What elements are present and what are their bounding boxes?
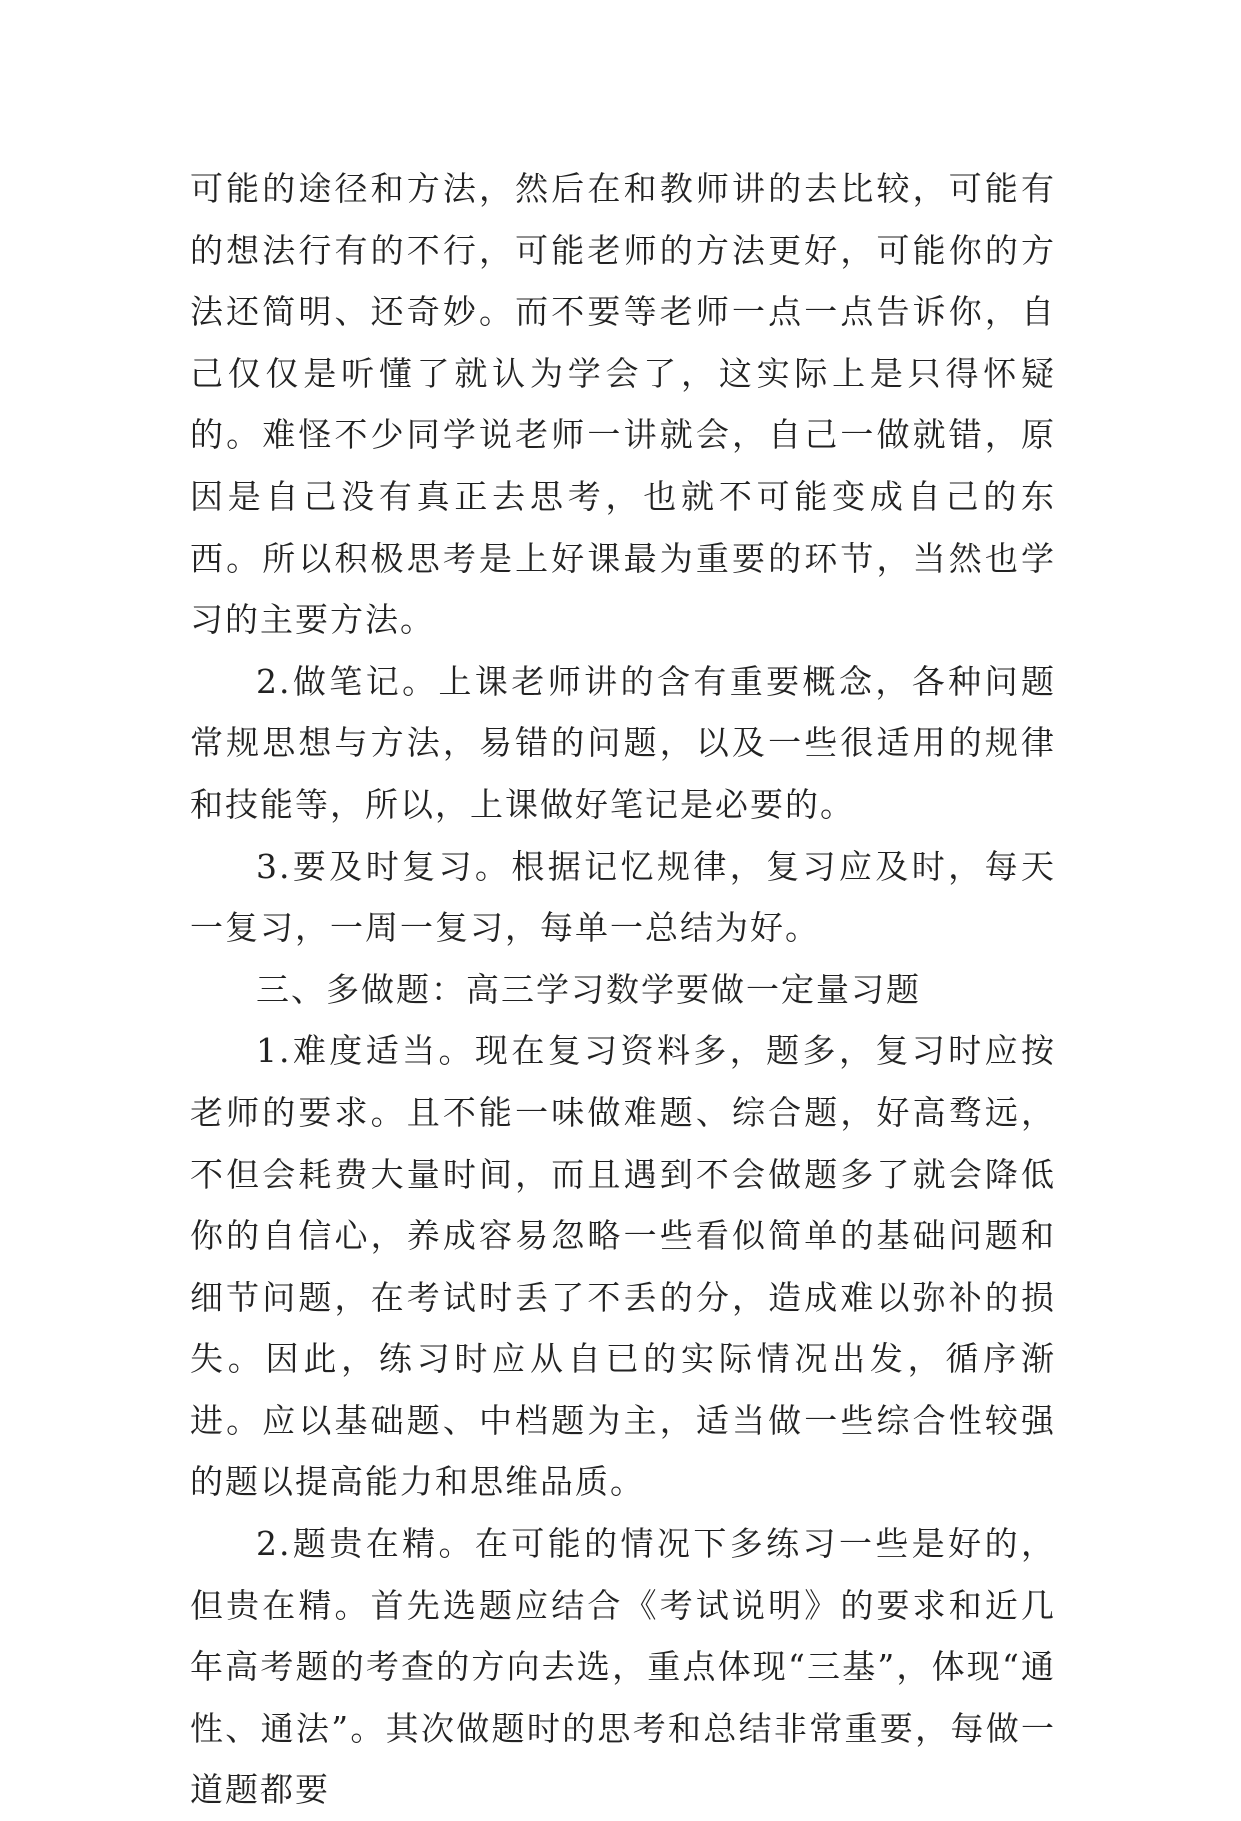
paragraph-take-notes: 2.做笔记。上课老师讲的含有重要概念，各种问题常规思想与方法，易错的问题，以及一些很适用的规律和技能等，所以，上课做好笔记是必要的。 (190, 661, 1056, 824)
document-body (190, 158, 1056, 1821)
paragraph-review-promptly: 3.要及时复习。根据记忆规律，复习应及时，每天一复习，一周一复习，每单一总结为好。 (190, 846, 1056, 948)
section-heading-practice: 三、多做题：高三学习数学要做一定量习题 (256, 969, 921, 1009)
paragraph-quality-problems: 2.题贵在精。在可能的情况下多练习一些是好的，但贵在精。首先选题应结合《考试说明》的要求和近几年高考题的考查的方向去选，重点体现“三基”，体现“通性、通法”。其次做题时的思考和总结非常重要，每做一道题都要 (190, 1524, 1056, 1810)
paragraph-continuation: 可能的途径和方法，然后在和教师讲的去比较，可能有的想法行有的不行，可能老师的方法更好，可能你的方法还简明、还奇妙。而不要等老师一点一点告诉你，自己仅仅是听懂了就认为学会了，这实际上是只得怀疑的。难怪不少同学说老师一讲就会，自己一做就错，原因是自己没有真正去思考，也就不可能变成自己的东西。所以积极思考是上好课最为重要的环节，当然也学习的主要方法。 (190, 169, 1056, 640)
paragraph-appropriate-difficulty: 1.难度适当。现在复习资料多，题多，复习时应按老师的要求。且不能一味做难题、综合题，好高骛远，不但会耗费大量时间，而且遇到不会做题多了就会降低你的自信心，养成容易忽略一些看似简单的基础问题和细节问题，在考试时丢了不丢的分，造成难以弥补的损失。因此，练习时应从自已的实际情况出发，循序渐进。应以基础题、中档题为主，适当做一些综合性较强的题以提高能力和思维品质。 (190, 1031, 1056, 1502)
